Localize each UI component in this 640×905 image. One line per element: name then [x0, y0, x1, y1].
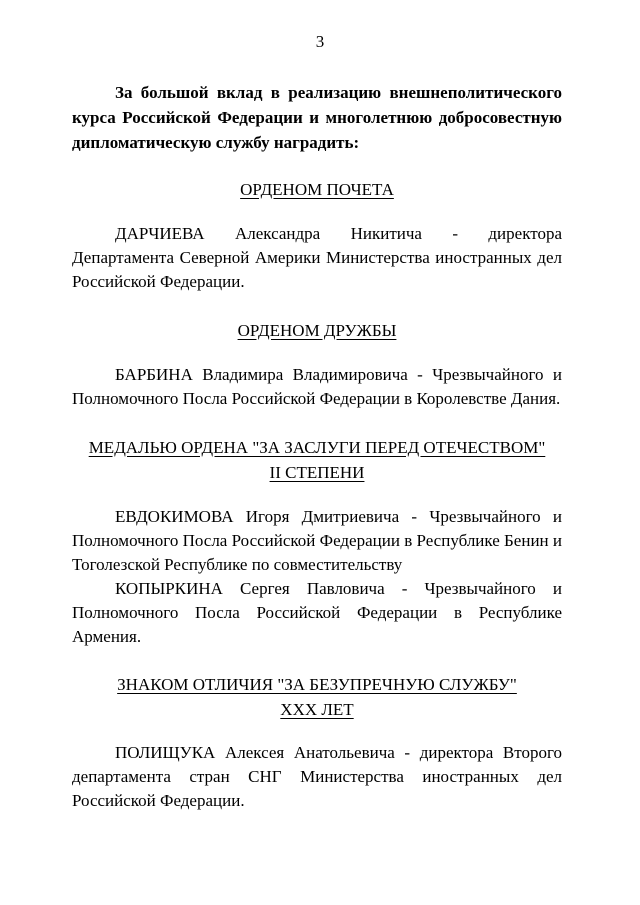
award-intro: За большой вклад в реализацию внешнеполитического курса Российской Федерации и многолетнюю добросовестную дипломатическую службу наградить: — [72, 83, 562, 152]
awardee-polishchuk: ПОЛИЩУКА Алексея Анатольевича - директора Второго департамента стран СНГ Министерства иностранных дел Российской Федерации. — [72, 743, 562, 810]
award-heading-line: МЕДАЛЬЮ ОРДЕНА "ЗА ЗАСЛУГИ ПЕРЕД ОТЕЧЕСТВОМ" — [88, 438, 546, 457]
awardee-evdokimov: ЕВДОКИМОВА Игоря Дмитриевича - Чрезвычайного и Полномочного Посла Российской Федерации в Республике Бенин и Тоголезской Республике по совместительству — [72, 507, 562, 574]
award-heading-order-of-honor — [72, 177, 562, 202]
page-number: 3 — [315, 32, 325, 51]
award-heading-line: XXX ЛЕТ — [280, 700, 354, 719]
award-heading-medal-merit-fatherland — [72, 435, 562, 485]
awardee-darchiev: ДАРЧИЕВА Александра Никитича - директора Департамента Северной Америки Министерства иностранных дел Российской Федерации. — [72, 224, 562, 291]
award-heading-line: II СТЕПЕНИ — [269, 463, 365, 482]
award-heading-line: ОРДЕНОМ ДРУЖБЫ — [237, 321, 397, 340]
awardee-kopyrkin: КОПЫРКИНА Сергея Павловича - Чрезвычайного и Полномочного Посла Российской Федерации в Республике Армения. — [72, 579, 562, 646]
award-heading-line: ЗНАКОМ ОТЛИЧИЯ "ЗА БЕЗУПРЕЧНУЮ СЛУЖБУ" — [117, 675, 517, 694]
awardee-barbin: БАРБИНА Владимира Владимировича - Чрезвычайного и Полномочного Посла Российской Федерации в Королевстве Дания. — [72, 365, 562, 408]
award-heading-order-of-friendship — [72, 318, 562, 343]
award-heading-line: ОРДЕНОМ ПОЧЕТА — [240, 180, 394, 199]
award-heading-impeccable-service — [72, 672, 562, 722]
